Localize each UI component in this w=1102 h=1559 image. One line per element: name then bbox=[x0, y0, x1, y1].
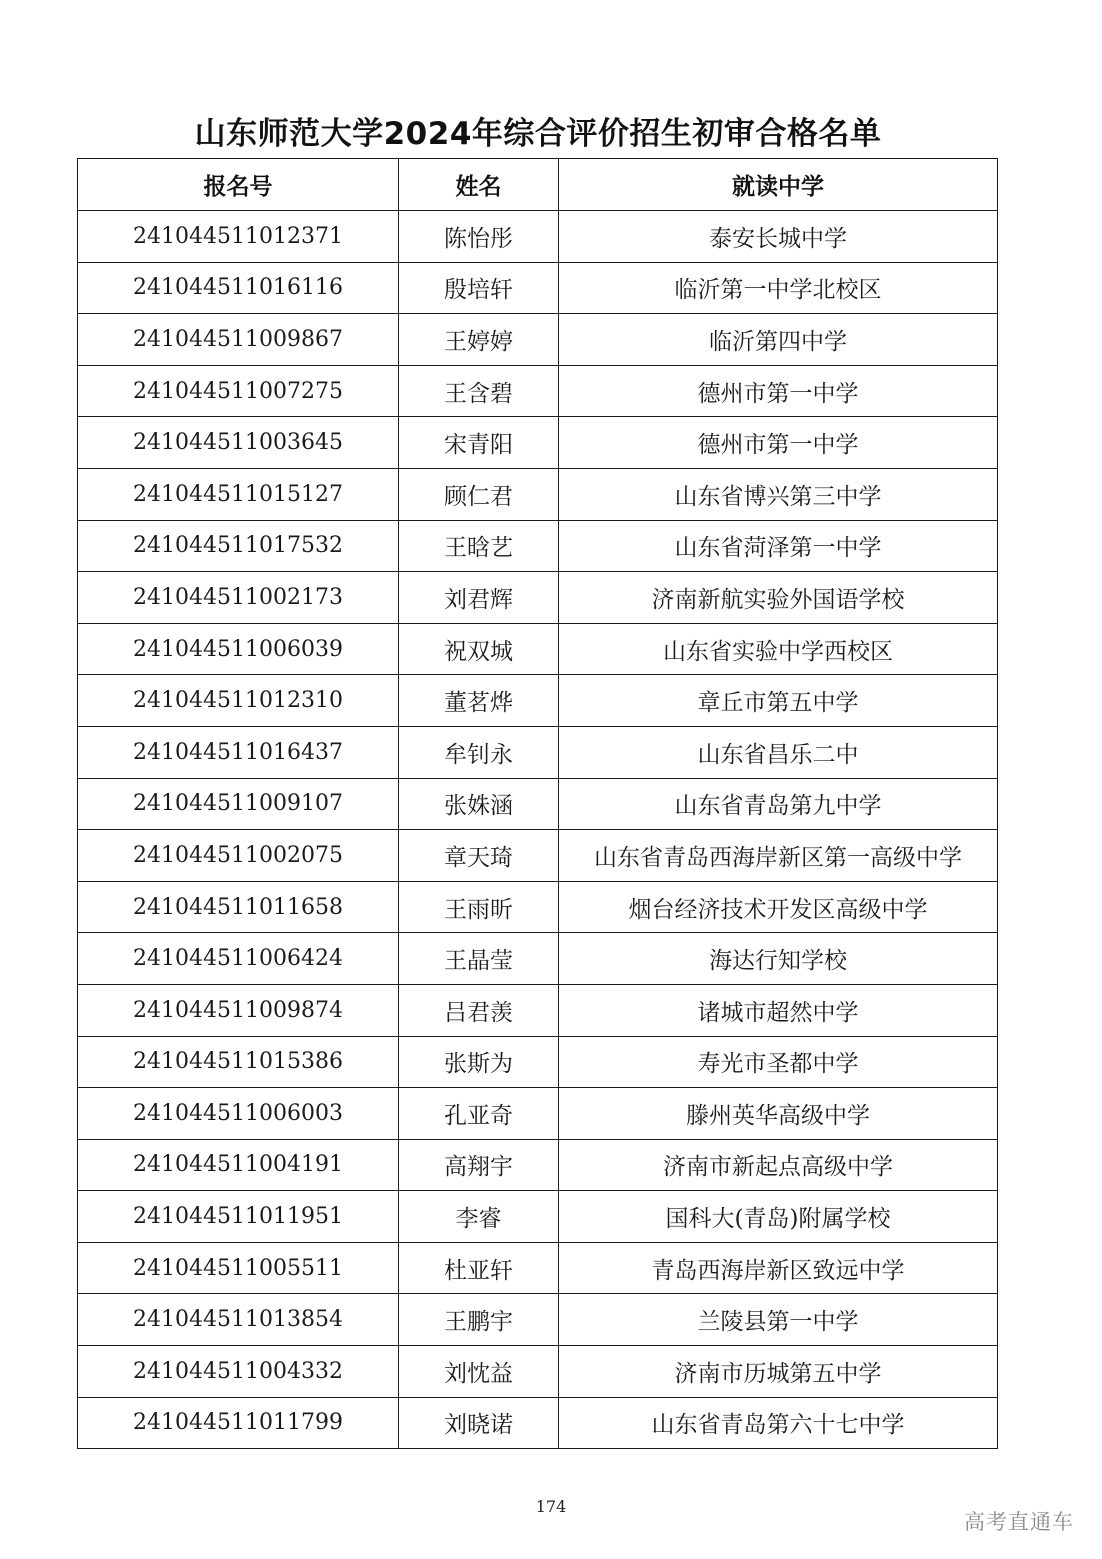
cell-school: 济南市新起点高级中学 bbox=[559, 1139, 998, 1191]
cell-registration-number: 241044511011799 bbox=[78, 1397, 399, 1449]
table-row bbox=[78, 1036, 998, 1088]
cell-registration-number: 241044511004191 bbox=[78, 1139, 399, 1191]
cell-registration-number: 241044511003645 bbox=[78, 417, 399, 469]
cell-name: 王晶莹 bbox=[399, 933, 559, 985]
cell-name: 高翔宇 bbox=[399, 1139, 559, 1191]
cell-school: 章丘市第五中学 bbox=[559, 675, 998, 727]
cell-registration-number: 241044511009107 bbox=[78, 778, 399, 830]
table-row bbox=[78, 1294, 998, 1346]
table-row bbox=[78, 1397, 998, 1449]
table-row bbox=[78, 468, 998, 520]
cell-school: 海达行知学校 bbox=[559, 933, 998, 985]
cell-registration-number: 241044511016437 bbox=[78, 726, 399, 778]
table-row bbox=[78, 417, 998, 469]
cell-name: 王鹏宇 bbox=[399, 1294, 559, 1346]
cell-school: 青岛西海岸新区致远中学 bbox=[559, 1242, 998, 1294]
table-header-row bbox=[78, 159, 998, 211]
table-row bbox=[78, 933, 998, 985]
cell-name: 刘君辉 bbox=[399, 572, 559, 624]
cell-registration-number: 241044511015127 bbox=[78, 468, 399, 520]
cell-registration-number: 241044511006003 bbox=[78, 1088, 399, 1140]
cell-registration-number: 241044511006424 bbox=[78, 933, 399, 985]
cell-school: 山东省青岛第六十七中学 bbox=[559, 1397, 998, 1449]
cell-school: 山东省实验中学西校区 bbox=[559, 623, 998, 675]
cell-name: 孔亚奇 bbox=[399, 1088, 559, 1140]
cell-name: 宋青阳 bbox=[399, 417, 559, 469]
table-row bbox=[78, 365, 998, 417]
cell-name: 王含碧 bbox=[399, 365, 559, 417]
cell-school: 国科大(青岛)附属学校 bbox=[559, 1191, 998, 1243]
cell-name: 王雨昕 bbox=[399, 881, 559, 933]
cell-school: 诸城市超然中学 bbox=[559, 984, 998, 1036]
cell-name: 祝双城 bbox=[399, 623, 559, 675]
table-row bbox=[78, 881, 998, 933]
cell-registration-number: 241044511004332 bbox=[78, 1346, 399, 1398]
cell-school: 山东省博兴第三中学 bbox=[559, 468, 998, 520]
header-registration-number: 报名号 bbox=[78, 159, 399, 211]
cell-name: 顾仁君 bbox=[399, 468, 559, 520]
cell-school: 临沂第四中学 bbox=[559, 314, 998, 366]
cell-name: 张姝涵 bbox=[399, 778, 559, 830]
table-row bbox=[78, 830, 998, 882]
table-row bbox=[78, 1191, 998, 1243]
cell-name: 杜亚轩 bbox=[399, 1242, 559, 1294]
roster-table bbox=[77, 158, 998, 1449]
cell-registration-number: 241044511002075 bbox=[78, 830, 399, 882]
cell-school: 滕州英华高级中学 bbox=[559, 1088, 998, 1140]
table-row bbox=[78, 726, 998, 778]
cell-name: 吕君羡 bbox=[399, 984, 559, 1036]
cell-school: 山东省青岛西海岸新区第一高级中学 bbox=[559, 830, 998, 882]
table-row bbox=[78, 1242, 998, 1294]
cell-name: 刘忱益 bbox=[399, 1346, 559, 1398]
cell-name: 陈怡彤 bbox=[399, 211, 559, 263]
cell-registration-number: 241044511005511 bbox=[78, 1242, 399, 1294]
table-row bbox=[78, 520, 998, 572]
table-row bbox=[78, 1346, 998, 1398]
cell-school: 兰陵县第一中学 bbox=[559, 1294, 998, 1346]
cell-name: 张斯为 bbox=[399, 1036, 559, 1088]
table-row bbox=[78, 211, 998, 263]
table-row bbox=[78, 262, 998, 314]
cell-registration-number: 241044511015386 bbox=[78, 1036, 399, 1088]
cell-name: 殷培轩 bbox=[399, 262, 559, 314]
table-row bbox=[78, 675, 998, 727]
cell-school: 德州市第一中学 bbox=[559, 365, 998, 417]
cell-registration-number: 241044511011951 bbox=[78, 1191, 399, 1243]
cell-registration-number: 241044511011658 bbox=[78, 881, 399, 933]
cell-name: 牟钊永 bbox=[399, 726, 559, 778]
cell-registration-number: 241044511016116 bbox=[78, 262, 399, 314]
cell-school: 山东省青岛第九中学 bbox=[559, 778, 998, 830]
page-number: 174 bbox=[535, 1497, 567, 1516]
table-row bbox=[78, 314, 998, 366]
cell-registration-number: 241044511007275 bbox=[78, 365, 399, 417]
table-body bbox=[78, 211, 998, 1449]
table-row bbox=[78, 572, 998, 624]
cell-school: 德州市第一中学 bbox=[559, 417, 998, 469]
table-row bbox=[78, 778, 998, 830]
cell-school: 山东省菏泽第一中学 bbox=[559, 520, 998, 572]
cell-school: 济南新航实验外国语学校 bbox=[559, 572, 998, 624]
cell-name: 李睿 bbox=[399, 1191, 559, 1243]
cell-registration-number: 241044511012371 bbox=[78, 211, 399, 263]
cell-registration-number: 241044511017532 bbox=[78, 520, 399, 572]
table-row bbox=[78, 1088, 998, 1140]
cell-registration-number: 241044511002173 bbox=[78, 572, 399, 624]
cell-registration-number: 241044511013854 bbox=[78, 1294, 399, 1346]
header-name: 姓名 bbox=[399, 159, 559, 211]
cell-registration-number: 241044511012310 bbox=[78, 675, 399, 727]
header-school: 就读中学 bbox=[559, 159, 998, 211]
table-row bbox=[78, 1139, 998, 1191]
cell-name: 董茗烨 bbox=[399, 675, 559, 727]
watermark: 高考直通车 bbox=[964, 1510, 1074, 1534]
cell-school: 山东省昌乐二中 bbox=[559, 726, 998, 778]
table-row bbox=[78, 623, 998, 675]
cell-registration-number: 241044511006039 bbox=[78, 623, 399, 675]
cell-registration-number: 241044511009874 bbox=[78, 984, 399, 1036]
cell-registration-number: 241044511009867 bbox=[78, 314, 399, 366]
cell-name: 王婷婷 bbox=[399, 314, 559, 366]
cell-school: 济南市历城第五中学 bbox=[559, 1346, 998, 1398]
cell-school: 临沂第一中学北校区 bbox=[559, 262, 998, 314]
cell-name: 刘晓诺 bbox=[399, 1397, 559, 1449]
cell-name: 章天琦 bbox=[399, 830, 559, 882]
table-row bbox=[78, 984, 998, 1036]
cell-school: 烟台经济技术开发区高级中学 bbox=[559, 881, 998, 933]
page-title: 山东师范大学2024年综合评价招生初审合格名单 bbox=[194, 116, 882, 152]
cell-school: 泰安长城中学 bbox=[559, 211, 998, 263]
cell-school: 寿光市圣都中学 bbox=[559, 1036, 998, 1088]
cell-name: 王晗艺 bbox=[399, 520, 559, 572]
